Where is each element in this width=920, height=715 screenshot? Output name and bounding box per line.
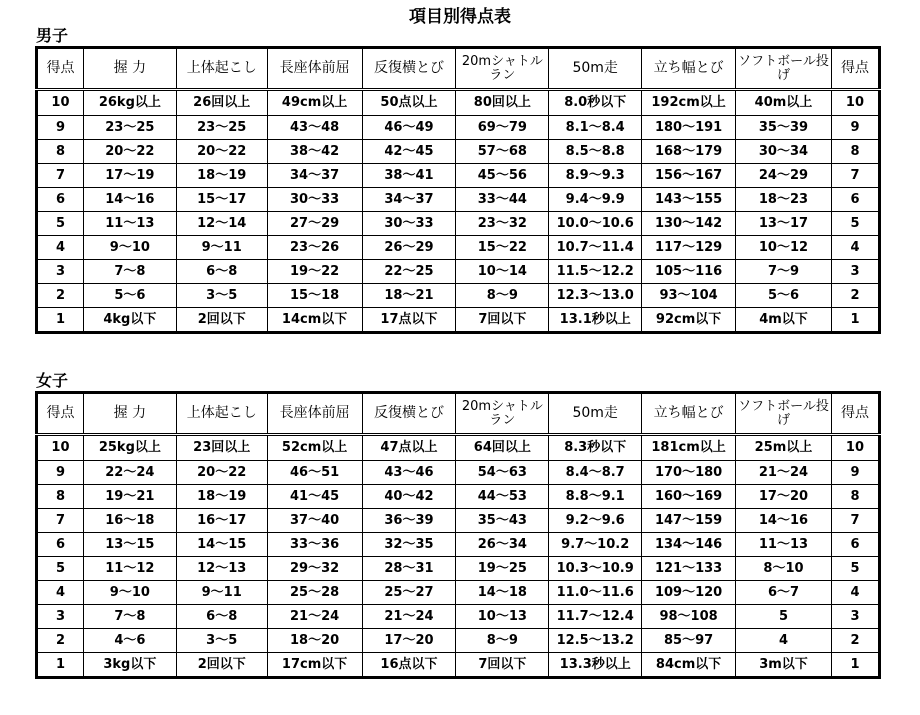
table-cell: 5 — [736, 605, 832, 629]
table-cell: 18～23 — [736, 188, 832, 212]
table-cell: 22～25 — [362, 260, 456, 284]
table-cell: 43～46 — [362, 461, 456, 485]
table-body-boys — [37, 90, 880, 333]
table-cell: 168～179 — [642, 140, 736, 164]
table-cell: 117～129 — [642, 236, 736, 260]
table-cell: 3～5 — [176, 284, 267, 308]
table-cell: 33～36 — [267, 533, 362, 557]
table-cell: 35～39 — [736, 116, 832, 140]
table-cell: 13～17 — [736, 212, 832, 236]
table-row — [37, 260, 880, 284]
table-cell: 11～13 — [83, 212, 176, 236]
table-row — [37, 629, 880, 653]
score-cell: 1 — [831, 653, 879, 678]
section-label-girls: 女子 — [36, 371, 69, 390]
table-cell: 98～108 — [642, 605, 736, 629]
table-cell: 9～10 — [83, 236, 176, 260]
header-cell-grip: 握 力 — [83, 48, 176, 90]
table-row — [37, 605, 880, 629]
table-cell: 12.5～13.2 — [549, 629, 642, 653]
table-cell: 109～120 — [642, 581, 736, 605]
table-cell: 6～8 — [176, 605, 267, 629]
table-cell: 25～27 — [362, 581, 456, 605]
score-cell: 6 — [831, 533, 879, 557]
table-cell: 18～21 — [362, 284, 456, 308]
score-cell: 7 — [831, 509, 879, 533]
score-cell: 5 — [831, 557, 879, 581]
section-label-boys: 男子 — [36, 26, 69, 45]
header-cell-grip: 握 力 — [83, 393, 176, 435]
table-cell: 80回以上 — [456, 90, 549, 116]
table-cell: 11.0～11.6 — [549, 581, 642, 605]
table-cell: 19～21 — [83, 485, 176, 509]
score-cell: 10 — [831, 435, 879, 461]
table-cell: 34～37 — [362, 188, 456, 212]
header-cell-long-jump: 立ち幅とび — [642, 48, 736, 90]
table-cell: 6～7 — [736, 581, 832, 605]
header-cell-score-right: 得点 — [831, 48, 879, 90]
table-cell: 25～28 — [267, 581, 362, 605]
score-cell: 4 — [37, 236, 84, 260]
table-cell: 9.2～9.6 — [549, 509, 642, 533]
table-cell: 23～26 — [267, 236, 362, 260]
table-cell: 18～19 — [176, 164, 267, 188]
table-cell: 19～25 — [456, 557, 549, 581]
header-cell-score-right: 得点 — [831, 393, 879, 435]
table-cell: 25kg以上 — [83, 435, 176, 461]
table-cell: 6～8 — [176, 260, 267, 284]
table-cell: 10.7～11.4 — [549, 236, 642, 260]
table-cell: 7～9 — [736, 260, 832, 284]
table-row — [37, 533, 880, 557]
table-cell: 85～97 — [642, 629, 736, 653]
table-cell: 16点以下 — [362, 653, 456, 678]
table-cell: 130～142 — [642, 212, 736, 236]
score-table-girls — [35, 391, 881, 679]
table-cell: 22～24 — [83, 461, 176, 485]
table-row — [37, 140, 880, 164]
table-cell: 40m以上 — [736, 90, 832, 116]
score-cell: 3 — [37, 260, 84, 284]
table-cell: 11～13 — [736, 533, 832, 557]
table-cell: 9.7～10.2 — [549, 533, 642, 557]
table-cell: 8.3秒以下 — [549, 435, 642, 461]
table-cell: 17～20 — [362, 629, 456, 653]
table-cell: 8.0秒以下 — [549, 90, 642, 116]
score-cell: 3 — [831, 260, 879, 284]
table-cell: 3m以下 — [736, 653, 832, 678]
table-cell: 9～11 — [176, 581, 267, 605]
table-cell: 15～22 — [456, 236, 549, 260]
table-cell: 10～13 — [456, 605, 549, 629]
table-cell: 40～42 — [362, 485, 456, 509]
table-cell: 13.3秒以上 — [549, 653, 642, 678]
score-cell: 6 — [37, 533, 84, 557]
table-cell: 7～8 — [83, 260, 176, 284]
score-cell: 7 — [37, 164, 84, 188]
table-cell: 23～32 — [456, 212, 549, 236]
table-cell: 18～19 — [176, 485, 267, 509]
table-cell: 4m以下 — [736, 308, 832, 333]
score-cell: 5 — [37, 557, 84, 581]
table-cell: 21～24 — [267, 605, 362, 629]
table-cell: 25m以上 — [736, 435, 832, 461]
table-cell: 121～133 — [642, 557, 736, 581]
table-cell: 13.1秒以上 — [549, 308, 642, 333]
table-cell: 45～56 — [456, 164, 549, 188]
table-cell: 10.0～10.6 — [549, 212, 642, 236]
score-cell: 8 — [831, 485, 879, 509]
table-cell: 26kg以上 — [83, 90, 176, 116]
table-header-row — [37, 48, 880, 90]
table-cell: 8～9 — [456, 284, 549, 308]
table-row — [37, 581, 880, 605]
table-cell: 7回以下 — [456, 653, 549, 678]
header-cell-shuttle-run — [456, 393, 549, 435]
score-cell: 8 — [37, 140, 84, 164]
table-cell: 92cm以下 — [642, 308, 736, 333]
table-cell: 43～48 — [267, 116, 362, 140]
table-cell: 35～43 — [456, 509, 549, 533]
score-cell: 2 — [831, 284, 879, 308]
table-cell: 23～25 — [176, 116, 267, 140]
score-table-boys — [35, 46, 881, 334]
table-cell: 170～180 — [642, 461, 736, 485]
score-cell: 9 — [831, 461, 879, 485]
table-row — [37, 164, 880, 188]
score-cell: 10 — [37, 435, 84, 461]
table-cell: 84cm以下 — [642, 653, 736, 678]
table-cell: 147～159 — [642, 509, 736, 533]
table-cell: 9～10 — [83, 581, 176, 605]
header-label: ソフトボール投げ — [738, 53, 829, 83]
table-cell: 27～29 — [267, 212, 362, 236]
table-cell: 11.7～12.4 — [549, 605, 642, 629]
table-cell: 46～49 — [362, 116, 456, 140]
table-cell: 8～10 — [736, 557, 832, 581]
header-cell-softball — [736, 48, 832, 90]
header-cell-shuttle-run — [456, 48, 549, 90]
header-cell-50m: 50m走 — [549, 393, 642, 435]
table-row — [37, 236, 880, 260]
table-cell: 49cm以上 — [267, 90, 362, 116]
table-cell: 12.3～13.0 — [549, 284, 642, 308]
table-cell: 26～29 — [362, 236, 456, 260]
score-cell: 9 — [831, 116, 879, 140]
table-cell: 64回以上 — [456, 435, 549, 461]
table-cell: 14cm以下 — [267, 308, 362, 333]
table-cell: 14～18 — [456, 581, 549, 605]
table-cell: 30～34 — [736, 140, 832, 164]
table-cell: 24～29 — [736, 164, 832, 188]
table-cell: 8.5～8.8 — [549, 140, 642, 164]
score-cell: 1 — [37, 653, 84, 678]
table-cell: 93～104 — [642, 284, 736, 308]
table-cell: 21～24 — [736, 461, 832, 485]
header-cell-50m: 50m走 — [549, 48, 642, 90]
score-cell: 10 — [831, 90, 879, 116]
table-cell: 15～17 — [176, 188, 267, 212]
table-cell: 38～41 — [362, 164, 456, 188]
header-cell-side-step: 反復横とび — [362, 393, 456, 435]
table-cell: 8～9 — [456, 629, 549, 653]
table-cell: 21～24 — [362, 605, 456, 629]
table-cell: 11.5～12.2 — [549, 260, 642, 284]
table-row — [37, 509, 880, 533]
table-cell: 47点以上 — [362, 435, 456, 461]
table-cell: 54～63 — [456, 461, 549, 485]
header-cell-sit-reach: 長座体前屈 — [267, 48, 362, 90]
table-cell: 38～42 — [267, 140, 362, 164]
table-row — [37, 308, 880, 333]
table-header-row — [37, 393, 880, 435]
score-cell: 6 — [37, 188, 84, 212]
table-cell: 7回以下 — [456, 308, 549, 333]
table-cell: 12～13 — [176, 557, 267, 581]
table-cell: 42～45 — [362, 140, 456, 164]
table-cell: 143～155 — [642, 188, 736, 212]
header-cell-softball — [736, 393, 832, 435]
table-cell: 7～8 — [83, 605, 176, 629]
table-row — [37, 435, 880, 461]
header-cell-sit-reach: 長座体前屈 — [267, 393, 362, 435]
table-row — [37, 284, 880, 308]
table-cell: 3～5 — [176, 629, 267, 653]
table-cell: 30～33 — [267, 188, 362, 212]
score-cell: 5 — [831, 212, 879, 236]
header-cell-situp: 上体起こし — [176, 48, 267, 90]
table-cell: 8.8～9.1 — [549, 485, 642, 509]
table-cell: 14～16 — [83, 188, 176, 212]
table-cell: 9～11 — [176, 236, 267, 260]
header-label: 20mシャトルラン — [461, 398, 543, 428]
table-cell: 41～45 — [267, 485, 362, 509]
score-cell: 2 — [831, 629, 879, 653]
score-cell: 3 — [831, 605, 879, 629]
table-cell: 19～22 — [267, 260, 362, 284]
table-cell: 4 — [736, 629, 832, 653]
score-cell: 2 — [37, 629, 84, 653]
table-cell: 16～18 — [83, 509, 176, 533]
header-cell-score: 得点 — [37, 48, 84, 90]
table-cell: 8.4～8.7 — [549, 461, 642, 485]
table-cell: 28～31 — [362, 557, 456, 581]
table-cell: 134～146 — [642, 533, 736, 557]
score-cell: 8 — [37, 485, 84, 509]
table-cell: 26回以上 — [176, 90, 267, 116]
table-cell: 36～39 — [362, 509, 456, 533]
table-cell: 26～34 — [456, 533, 549, 557]
table-cell: 16～17 — [176, 509, 267, 533]
table-cell: 20～22 — [176, 140, 267, 164]
table-cell: 14～15 — [176, 533, 267, 557]
table-cell: 105～116 — [642, 260, 736, 284]
table-cell: 13～15 — [83, 533, 176, 557]
score-cell: 10 — [37, 90, 84, 116]
score-cell: 9 — [37, 116, 84, 140]
table-cell: 156～167 — [642, 164, 736, 188]
table-cell: 37～40 — [267, 509, 362, 533]
score-cell: 1 — [37, 308, 84, 333]
score-cell: 6 — [831, 188, 879, 212]
table-cell: 3kg以下 — [83, 653, 176, 678]
table-cell: 46～51 — [267, 461, 362, 485]
table-row — [37, 90, 880, 116]
score-cell: 2 — [37, 284, 84, 308]
table-row — [37, 116, 880, 140]
table-cell: 44～53 — [456, 485, 549, 509]
table-row — [37, 188, 880, 212]
table-cell: 30～33 — [362, 212, 456, 236]
score-cell: 5 — [37, 212, 84, 236]
table-cell: 12～14 — [176, 212, 267, 236]
table-row — [37, 485, 880, 509]
header-cell-situp: 上体起こし — [176, 393, 267, 435]
score-cell: 1 — [831, 308, 879, 333]
score-cell: 4 — [37, 581, 84, 605]
table-cell: 33～44 — [456, 188, 549, 212]
table-row — [37, 461, 880, 485]
table-row — [37, 212, 880, 236]
table-cell: 160～169 — [642, 485, 736, 509]
table-cell: 10～12 — [736, 236, 832, 260]
score-cell: 3 — [37, 605, 84, 629]
table-cell: 15～18 — [267, 284, 362, 308]
table-cell: 11～12 — [83, 557, 176, 581]
header-cell-side-step: 反復横とび — [362, 48, 456, 90]
table-cell: 32～35 — [362, 533, 456, 557]
table-row — [37, 653, 880, 678]
table-cell: 2回以下 — [176, 653, 267, 678]
table-cell: 17cm以下 — [267, 653, 362, 678]
table-body-girls — [37, 435, 880, 678]
score-cell: 7 — [831, 164, 879, 188]
score-cell: 8 — [831, 140, 879, 164]
table-cell: 2回以下 — [176, 308, 267, 333]
table-cell: 8.9～9.3 — [549, 164, 642, 188]
table-cell: 5～6 — [736, 284, 832, 308]
table-cell: 4～6 — [83, 629, 176, 653]
table-cell: 23～25 — [83, 116, 176, 140]
table-cell: 23回以上 — [176, 435, 267, 461]
table-cell: 192cm以上 — [642, 90, 736, 116]
table-cell: 181cm以上 — [642, 435, 736, 461]
table-cell: 69～79 — [456, 116, 549, 140]
table-cell: 9.4～9.9 — [549, 188, 642, 212]
table-cell: 34～37 — [267, 164, 362, 188]
score-cell: 9 — [37, 461, 84, 485]
table-cell: 52cm以上 — [267, 435, 362, 461]
table-cell: 29～32 — [267, 557, 362, 581]
table-cell: 5～6 — [83, 284, 176, 308]
header-cell-score: 得点 — [37, 393, 84, 435]
header-label: ソフトボール投げ — [738, 398, 829, 428]
table-cell: 14～16 — [736, 509, 832, 533]
table-cell: 17～19 — [83, 164, 176, 188]
table-cell: 4kg以下 — [83, 308, 176, 333]
score-cell: 4 — [831, 581, 879, 605]
table-cell: 57～68 — [456, 140, 549, 164]
table-cell: 10.3～10.9 — [549, 557, 642, 581]
table-cell: 50点以上 — [362, 90, 456, 116]
header-cell-long-jump: 立ち幅とび — [642, 393, 736, 435]
table-cell: 20～22 — [83, 140, 176, 164]
table-cell: 10～14 — [456, 260, 549, 284]
table-cell: 17～20 — [736, 485, 832, 509]
table-cell: 17点以下 — [362, 308, 456, 333]
table-cell: 180～191 — [642, 116, 736, 140]
page-title: 項目別得点表 — [409, 7, 511, 27]
table-cell: 8.1～8.4 — [549, 116, 642, 140]
score-cell: 4 — [831, 236, 879, 260]
table-row — [37, 557, 880, 581]
header-label: 20mシャトルラン — [461, 53, 543, 83]
score-cell: 7 — [37, 509, 84, 533]
table-cell: 18～20 — [267, 629, 362, 653]
table-cell: 20～22 — [176, 461, 267, 485]
